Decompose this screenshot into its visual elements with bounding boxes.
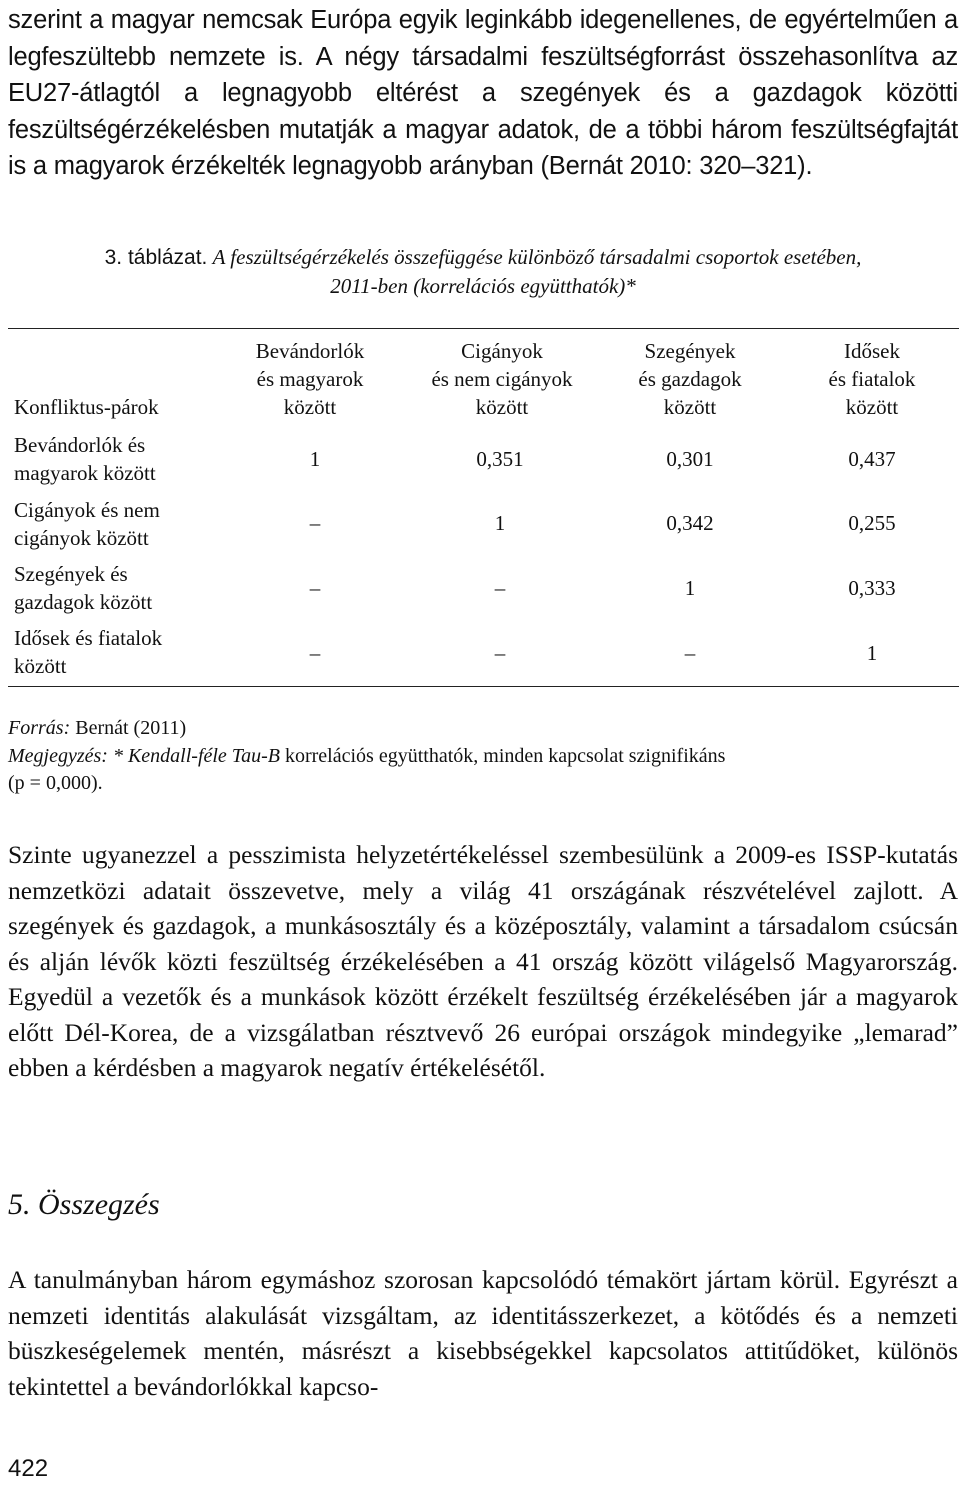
table-cell: 0,255	[848, 511, 896, 535]
row-label-4-line1: Idősek és fiatalok	[14, 626, 163, 650]
column-header-4-line2: és fiatalok	[828, 367, 916, 391]
table-cell: 0,333	[848, 576, 896, 600]
table-note	[8, 743, 958, 797]
table-cell: 0,351	[476, 447, 524, 471]
source-text: Bernát (2011)	[75, 717, 187, 739]
table-caption	[8, 243, 958, 300]
row-label-1-line1: Bevándorlók és	[14, 433, 146, 457]
column-header-3	[595, 337, 785, 421]
table-caption-title-line1: A feszültségérzékelés összefüggése különböző társadalmi csoportok esetében,	[212, 245, 862, 269]
column-header-4-line1: Idősek	[844, 339, 900, 363]
row-label-2-line1: Cigányok és nem	[14, 498, 160, 522]
row-label-3	[14, 560, 214, 616]
table-top-rule	[8, 328, 959, 329]
row-label-1	[14, 431, 214, 487]
table-cell: 1	[494, 511, 506, 535]
table-bottom-rule	[8, 686, 959, 687]
row-label-4	[14, 624, 214, 680]
row-label-2-line2: cigányok között	[14, 526, 149, 550]
column-header-2	[407, 337, 597, 421]
table-cell: 0,301	[666, 447, 714, 471]
table-source	[8, 715, 958, 742]
column-header-3-line3: között	[663, 395, 717, 419]
section-heading: 5. Összegzés	[8, 1188, 160, 1221]
column-header-1-line3: között	[283, 395, 337, 419]
row-label-3-line1: Szegények és	[14, 562, 128, 586]
table-cell: –	[494, 576, 506, 600]
column-header-2-line3: között	[475, 395, 529, 419]
column-header-4	[777, 337, 960, 421]
table-cell: –	[309, 511, 321, 535]
table-cell: –	[684, 641, 696, 665]
column-header-1-line1: Bevándorlók	[255, 339, 365, 363]
table-cell: 0,437	[848, 447, 896, 471]
note-label: Megjegyzés: * Kendall-féle Tau-B	[8, 745, 280, 767]
table-cell: –	[494, 641, 506, 665]
body-paragraph-1: szerint a magyar nemcsak Európa egyik leginkább idegenellenes, de egyértelműen a legfeszültebb nemzete is. A négy társadalmi feszültségforrást összehasonlítva az EU27-átlagtól a legnagyobb eltérést a szegények és a gazdagok közötti feszültségérzékelésben mutatják a magyar adatok, de a többi három feszültségfajtát is a magyarok érzékelték legnagyobb arányban (Bernát 2010: 320‒321).	[8, 6, 958, 181]
column-header-1-line2: és magyarok	[256, 367, 364, 391]
page-number: 422	[8, 1455, 49, 1482]
column-header-1	[215, 337, 405, 421]
source-label: Forrás:	[8, 717, 71, 739]
table-caption-label: 3. táblázat.	[104, 246, 208, 269]
table-cell: –	[309, 576, 321, 600]
body-paragraph-3: A tanulmányban három egymáshoz szorosan kapcsolódó témakört jártam körül. Egyrészt a nemzeti identitás alakulását vizsgáltam, az identitásszerkezet, a kötődés és a nemzeti büszkeségelemek mentén, másrészt a kisebbségekkel kapcsolatos attitűdöket, különös tekintettel a bevándorlókkal kapcso-	[8, 1265, 958, 1401]
row-label-3-line2: gazdagok között	[14, 590, 153, 614]
row-label-4-line2: között	[14, 654, 67, 678]
column-header-3-line2: és gazdagok	[638, 367, 742, 391]
column-header-2-line1: Cigányok	[461, 339, 543, 363]
column-header-4-line3: között	[845, 395, 899, 419]
body-paragraph-2: Szinte ugyanezzel a pesszimista helyzetértékeléssel szembesülünk a 2009-es ISSP-kutatás nemzetközi adatait összevetve, mely a világ 41 országának részvételével zajlott. A szegények és gazdagok, a munkásosztály és a középosztály, valamint a társadalom csúcsán és alján lévők közti feszültség érzékelésében a 41 ország között világelső Magyarország. Egyedül a vezetők és a munkások között érzékelt feszültség érzékelésében jár a magyarok előtt Dél-Korea, de a vizsgálatban résztvevő 26 európai országok mindegyike „lemarad” ebben a kérdésben a magyarok negatív értékelésétől.	[8, 840, 958, 1082]
table-cell: –	[309, 641, 321, 665]
table-cell: 1	[866, 641, 878, 665]
table-cell: 0,342	[666, 511, 714, 535]
note-text-line2: (p = 0,000).	[8, 772, 103, 794]
table-caption-title-line2: 2011-ben (korrelációs együtthatók)*	[330, 274, 636, 298]
note-text: korrelációs együtthatók, minden kapcsolat szignifikáns	[284, 745, 726, 767]
column-header-2-line2: és nem cigányok	[431, 367, 573, 391]
row-label-2	[14, 496, 214, 552]
column-header-3-line1: Szegények	[644, 339, 736, 363]
table-cell: 1	[684, 576, 696, 600]
row-label-1-line2: magyarok között	[14, 461, 156, 485]
table-corner-header: Konfliktus-párok	[14, 395, 159, 419]
table-cell: 1	[309, 447, 321, 471]
